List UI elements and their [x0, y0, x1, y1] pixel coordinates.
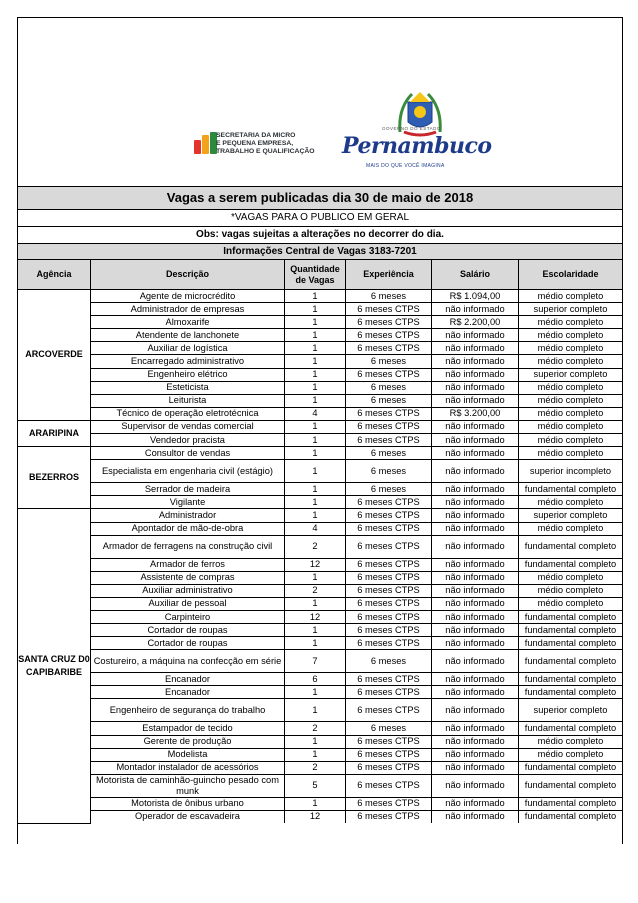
experience: 6 meses [346, 381, 432, 394]
salary: não informado [432, 797, 519, 810]
salary: não informado [432, 342, 519, 355]
vacancy-count: 1 [285, 597, 346, 610]
education: superior completo [519, 303, 623, 316]
experience: 6 meses CTPS [346, 610, 432, 623]
vacancy-count: 1 [285, 483, 346, 496]
experience: 6 meses [346, 394, 432, 407]
education: médio completo [519, 748, 623, 761]
experience: 6 meses CTPS [346, 810, 432, 823]
table-row [18, 316, 623, 329]
job-description: Administrador de empresas [91, 303, 285, 316]
experience: 6 meses CTPS [346, 735, 432, 748]
vacancy-count: 1 [285, 420, 346, 433]
education: médio completo [519, 571, 623, 584]
education: médio completo [519, 407, 623, 420]
state-tagline: MAIS DO QUE VOCÊ IMAGINA [366, 163, 445, 169]
table-row [18, 637, 623, 650]
vacancy-count: 1 [285, 509, 346, 522]
job-description: Encanador [91, 686, 285, 699]
salary: não informado [432, 686, 519, 699]
experience: 6 meses CTPS [346, 303, 432, 316]
job-description: Gerente de produção [91, 735, 285, 748]
vacancy-count: 4 [285, 522, 346, 535]
job-description: Encarregado administrativo [91, 355, 285, 368]
education: fundamental completo [519, 774, 623, 797]
col-agencia: Agência [18, 260, 91, 290]
education: médio completo [519, 394, 623, 407]
education: médio completo [519, 434, 623, 447]
job-description: Armador de ferragens na construção civil [91, 535, 285, 558]
job-description: Auxiliar de pessoal [91, 597, 285, 610]
experience: 6 meses CTPS [346, 637, 432, 650]
education: fundamental completo [519, 650, 623, 673]
education: médio completo [519, 420, 623, 433]
agency-name: SANTA CRUZ D0 CAPIBARIBE [18, 509, 91, 823]
table-row [18, 735, 623, 748]
col-quantidade: Quantidade de Vagas [285, 260, 346, 290]
education: fundamental completo [519, 624, 623, 637]
job-description: Agente de microcrédito [91, 290, 285, 303]
vacancy-count: 7 [285, 650, 346, 673]
vacancy-count: 1 [285, 496, 346, 509]
job-description: Montador instalador de acessórios [91, 761, 285, 774]
experience: 6 meses [346, 650, 432, 673]
salary: não informado [432, 735, 519, 748]
table-row [18, 342, 623, 355]
table-row [18, 571, 623, 584]
vacancy-count: 12 [285, 558, 346, 571]
table-row [18, 610, 623, 623]
table-row [18, 722, 623, 735]
vacancy-count: 1 [285, 748, 346, 761]
education: médio completo [519, 522, 623, 535]
education: fundamental completo [519, 483, 623, 496]
salary: não informado [432, 571, 519, 584]
education: médio completo [519, 290, 623, 303]
education: fundamental completo [519, 673, 623, 686]
salary: não informado [432, 434, 519, 447]
job-description: Apontador de mão-de-obra [91, 522, 285, 535]
vacancy-count: 1 [285, 394, 346, 407]
vacancy-count: 12 [285, 810, 346, 823]
job-description: Atendente de lanchonete [91, 329, 285, 342]
experience: 6 meses CTPS [346, 584, 432, 597]
experience: 6 meses CTPS [346, 420, 432, 433]
vacancy-count: 1 [285, 303, 346, 316]
table-row [18, 686, 623, 699]
salary: R$ 2.200,00 [432, 316, 519, 329]
vacancy-count: 1 [285, 290, 346, 303]
table-row [18, 407, 623, 420]
education: médio completo [519, 496, 623, 509]
education: fundamental completo [519, 810, 623, 823]
salary: não informado [432, 774, 519, 797]
salary: não informado [432, 810, 519, 823]
salary: não informado [432, 381, 519, 394]
agency-name: ARARIPINA [18, 420, 91, 446]
salary: não informado [432, 496, 519, 509]
education: médio completo [519, 597, 623, 610]
vacancy-count: 1 [285, 316, 346, 329]
salary: não informado [432, 699, 519, 722]
job-description: Operador de escavadeira [91, 810, 285, 823]
experience: 6 meses CTPS [346, 558, 432, 571]
experience: 6 meses [346, 483, 432, 496]
table-row [18, 650, 623, 673]
vacancy-count: 1 [285, 329, 346, 342]
vacancy-count: 1 [285, 342, 346, 355]
job-description: Costureiro, a máquina na confecção em série [91, 650, 285, 673]
job-description: Cortador de roupas [91, 637, 285, 650]
experience: 6 meses CTPS [346, 699, 432, 722]
experience: 6 meses CTPS [346, 686, 432, 699]
vacancy-count: 1 [285, 434, 346, 447]
experience: 6 meses CTPS [346, 509, 432, 522]
state-wordmark: Pernambuco [342, 133, 492, 159]
job-description: Supervisor de vendas comercial [91, 420, 285, 433]
experience: 6 meses CTPS [346, 761, 432, 774]
education: médio completo [519, 316, 623, 329]
table-row [18, 774, 623, 797]
salary: não informado [432, 509, 519, 522]
experience: 6 meses CTPS [346, 342, 432, 355]
vacancy-count: 1 [285, 624, 346, 637]
experience: 6 meses CTPS [346, 329, 432, 342]
table-row [18, 673, 623, 686]
job-description: Serrador de madeira [91, 483, 285, 496]
salary: não informado [432, 355, 519, 368]
salary: não informado [432, 535, 519, 558]
table-row [18, 460, 623, 483]
table-row [18, 509, 623, 522]
vacancy-count: 1 [285, 735, 346, 748]
job-description: Esteticista [91, 381, 285, 394]
table-row [18, 496, 623, 509]
table-body [18, 290, 623, 824]
salary: não informado [432, 483, 519, 496]
job-description: Estampador de tecido [91, 722, 285, 735]
job-description: Encanador [91, 673, 285, 686]
vacancy-count: 2 [285, 722, 346, 735]
experience: 6 meses CTPS [346, 368, 432, 381]
experience: 6 meses CTPS [346, 535, 432, 558]
education: superior completo [519, 509, 623, 522]
job-description: Vigilante [91, 496, 285, 509]
education: fundamental completo [519, 637, 623, 650]
vacancy-count: 1 [285, 381, 346, 394]
job-description: Vendedor pracista [91, 434, 285, 447]
experience: 6 meses CTPS [346, 774, 432, 797]
job-description: Técnico de operação eletrotécnica [91, 407, 285, 420]
salary: não informado [432, 420, 519, 433]
table-row [18, 699, 623, 722]
col-salario: Salário [432, 260, 519, 290]
experience: 6 meses [346, 355, 432, 368]
table-row [18, 290, 623, 303]
vacancy-count: 6 [285, 673, 346, 686]
table-header-row [18, 260, 623, 290]
experience: 6 meses CTPS [346, 624, 432, 637]
vacancy-count: 1 [285, 460, 346, 483]
vacancy-count: 1 [285, 368, 346, 381]
table-row [18, 394, 623, 407]
vacancy-count: 1 [285, 355, 346, 368]
salary: não informado [432, 650, 519, 673]
contact-info: Informações Central de Vagas 3183-7201 [18, 244, 622, 260]
experience: 6 meses [346, 722, 432, 735]
job-description: Cortador de roupas [91, 624, 285, 637]
table-row [18, 535, 623, 558]
job-description: Motorista de ônibus urbano [91, 797, 285, 810]
table-row [18, 483, 623, 496]
vacancy-count: 12 [285, 610, 346, 623]
table-row [18, 434, 623, 447]
salary: não informado [432, 329, 519, 342]
logo-header [18, 18, 622, 187]
observation-note: Obs: vagas sujeitas a alterações no decorrer do dia. [18, 227, 622, 244]
table-row [18, 329, 623, 342]
experience: 6 meses CTPS [346, 407, 432, 420]
vacancy-count: 2 [285, 535, 346, 558]
experience: 6 meses CTPS [346, 434, 432, 447]
vacancy-count: 4 [285, 407, 346, 420]
vacancies-table [17, 259, 623, 824]
table-row [18, 761, 623, 774]
table-row [18, 303, 623, 316]
experience: 6 meses CTPS [346, 797, 432, 810]
col-escolaridade: Escolaridade [519, 260, 623, 290]
education: médio completo [519, 447, 623, 460]
job-description: Motorista de caminhão-guincho pesado com munk [91, 774, 285, 797]
salary: não informado [432, 447, 519, 460]
job-description: Especialista em engenharia civil (estágio) [91, 460, 285, 483]
experience: 6 meses CTPS [346, 597, 432, 610]
vacancy-count: 1 [285, 637, 346, 650]
salary: não informado [432, 624, 519, 637]
job-description: Engenheiro de segurança do trabalho [91, 699, 285, 722]
job-description: Leiturista [91, 394, 285, 407]
secretaria-mark-icon [194, 132, 212, 154]
experience: 6 meses CTPS [346, 522, 432, 535]
page-title: Vagas a serem publicadas dia 30 de maio de 2018 [18, 187, 622, 210]
salary: não informado [432, 460, 519, 483]
experience: 6 meses CTPS [346, 496, 432, 509]
experience: 6 meses [346, 460, 432, 483]
education: fundamental completo [519, 722, 623, 735]
vacancy-count: 1 [285, 797, 346, 810]
education: superior incompleto [519, 460, 623, 483]
experience: 6 meses CTPS [346, 673, 432, 686]
job-description: Almoxarife [91, 316, 285, 329]
education: médio completo [519, 342, 623, 355]
education: médio completo [519, 355, 623, 368]
education: médio completo [519, 735, 623, 748]
experience: 6 meses CTPS [346, 571, 432, 584]
experience: 6 meses CTPS [346, 316, 432, 329]
job-description: Modelista [91, 748, 285, 761]
table-row [18, 368, 623, 381]
public-notice: *VAGAS PARA O PUBLICO EM GERAL [18, 210, 622, 227]
col-descricao: Descrição [91, 260, 285, 290]
job-description: Assistente de compras [91, 571, 285, 584]
vacancy-count: 2 [285, 761, 346, 774]
table-row [18, 584, 623, 597]
education: médio completo [519, 381, 623, 394]
job-description: Consultor de vendas [91, 447, 285, 460]
salary: não informado [432, 522, 519, 535]
salary: não informado [432, 368, 519, 381]
pernambuco-logo [342, 86, 492, 186]
agency-name: ARCOVERDE [18, 290, 91, 421]
salary: não informado [432, 597, 519, 610]
job-description: Armador de ferros [91, 558, 285, 571]
job-description: Auxiliar de logística [91, 342, 285, 355]
education: médio completo [519, 584, 623, 597]
education: superior completo [519, 699, 623, 722]
job-description: Carpinteiro [91, 610, 285, 623]
salary: não informado [432, 761, 519, 774]
secretaria-line-2: E PEQUENA EMPRESA, [216, 140, 294, 147]
experience: 6 meses [346, 447, 432, 460]
salary: não informado [432, 673, 519, 686]
salary: R$ 3.200,00 [432, 407, 519, 420]
table-row [18, 748, 623, 761]
table-row [18, 810, 623, 823]
vacancy-count: 2 [285, 584, 346, 597]
salary: não informado [432, 610, 519, 623]
table-row [18, 355, 623, 368]
salary: não informado [432, 394, 519, 407]
job-description: Auxiliar administrativo [91, 584, 285, 597]
salary: não informado [432, 722, 519, 735]
vacancy-count: 1 [285, 686, 346, 699]
table-row [18, 624, 623, 637]
table-row [18, 420, 623, 433]
table-row [18, 381, 623, 394]
table-row [18, 597, 623, 610]
education: médio completo [519, 329, 623, 342]
vacancy-count: 1 [285, 447, 346, 460]
education: fundamental completo [519, 558, 623, 571]
education: fundamental completo [519, 761, 623, 774]
job-description: Administrador [91, 509, 285, 522]
vacancy-count: 1 [285, 699, 346, 722]
vacancy-count: 1 [285, 571, 346, 584]
agency-name: BEZERROS [18, 447, 91, 509]
table-row [18, 522, 623, 535]
job-description: Engenheiro elétrico [91, 368, 285, 381]
education: fundamental completo [519, 686, 623, 699]
secretaria-line-3: TRABALHO E QUALIFICAÇÃO [216, 148, 315, 155]
table-row [18, 447, 623, 460]
salary: R$ 1.094,00 [432, 290, 519, 303]
table-row [18, 797, 623, 810]
experience: 6 meses CTPS [346, 748, 432, 761]
gov-label: GOVERNO DO ESTADO [382, 126, 441, 131]
col-experiencia: Experiência [346, 260, 432, 290]
salary: não informado [432, 748, 519, 761]
salary: não informado [432, 584, 519, 597]
table-row [18, 558, 623, 571]
education: fundamental completo [519, 535, 623, 558]
experience: 6 meses [346, 290, 432, 303]
salary: não informado [432, 637, 519, 650]
education: fundamental completo [519, 610, 623, 623]
salary: não informado [432, 558, 519, 571]
vacancy-count: 5 [285, 774, 346, 797]
education: fundamental completo [519, 797, 623, 810]
education: superior completo [519, 368, 623, 381]
salary: não informado [432, 303, 519, 316]
secretaria-line-1: SECRETARIA DA MICRO [216, 132, 296, 139]
